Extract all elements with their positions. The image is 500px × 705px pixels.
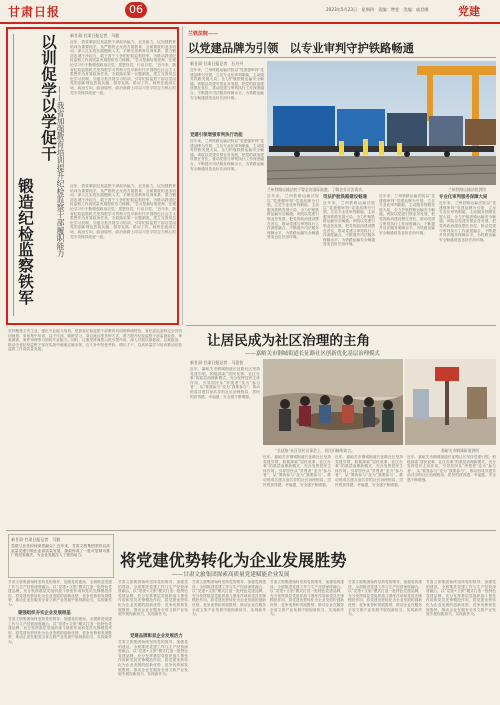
bottom-body-col5: 甘肃文旅集团始终坚持党的领导、加强党的建设，全面推进党建工作与生产经营深度融合，以“党建+文旅”模式打造一批特色党建品牌，充分发挥基层党组织战斗堡垒作用和党员先锋模范作用，将党建优势转化为企业发展的创新优势、竞争优势和发展胜势，推动企业在服务全省文旅产业发展中展现新担当、实现新作为。 [348,580,422,617]
top-inner-head-2: 司法护航铁路建设畅通 [323,195,367,200]
column-divider [182,26,183,325]
section-label: 党建 [458,5,480,18]
train-photo-illustration [267,61,496,185]
community-photo-illustration [263,359,403,445]
bottom-body-col2-b: 甘肃文旅集团始终坚持党的领导、加强党的建设，全面推进党建工作与生产经营深度融合，以“党建+文旅”模式打造一批特色党建品牌，充分发挥基层党组织战斗堡垒作用和党员先锋模范作用，将党建优势转化为企业发展的创新优势、竞争优势和发展胜势，推动企业在服务全省文旅产业发展中展现新担当、实现新作为。 [118,640,188,677]
middle-body-col2: 近年，嘉峪关市钢城街道长征路社区坚持党建引领，积极探索“居民说事、社区办事”的基层治理新模式，充分发挥居民主体作用，引导居民从“旁观者”变为“参与者”，从“要我参与”变为“我要参与”，推动形成共建共治共享的社区治理格局，居民的获得感、幸福感、安全感不断增强。 [263,455,331,487]
left-title-part2: 锻造纪检监察铁军 [16,178,35,306]
bottom-inner-head-2: 党建品牌彰显企业发展活力 [130,634,183,639]
bottom-byline: 新甘肃·甘肃日报记者 马毅 [11,537,61,542]
left-byline: 新甘肃·甘肃日报记者 马毅 [70,33,120,38]
left-body-continued: 近年，我省紧扣纪检监察干部政治能力、业务能力，以加强教育培训为重要抓手，从严格的正反两方面教育、全面系统的业务培训、深入扎实的实践锻炼入手，不断完善教育培训体系，着力锻造忠诚干净担当、敢于善于斗争的纪检监察铁军，为推动我省纪检监察工作高质量发展提供有力保障。“学习是最好的老师，在理论学习中不断增强政治自觉、思想自觉、行动自觉。”近年来，我省纪检监察机关坚持把学习贯彻习近平新时代中国特色社会主义思想作为首要政治任务，全面落实第一议题制度，建立完善常态化学习机制，分级分类开展学习培训，引导纪检监察干部自觉用党的创新理论武装头脑、指导实践、推动工作，始终在政治立场、政治方向、政治原则、政治道路上同以习近平同志为核心的党中央保持高度一致。 [70,184,176,239]
bottom-body-col2-a: 甘肃文旅集团始终坚持党的领导、加强党的建设，全面推进党建工作与生产经营深度融合，以“党建+文旅”模式打造一批特色党建品牌，充分发挥基层党组织战斗堡垒作用和党员先锋模范作用，将党建优势转化为企业发展的创新优势、竞争优势和发展胜势，推动企业在服务全省文旅产业发展中展现新担当、实现新作为。 [118,580,188,617]
top-title-rule [186,57,496,58]
title-rule [13,34,14,316]
train-photo-caption: 兰州铁路运输法院干警走访国际陆港，了解企业司法需求。 [267,187,366,192]
community-photo-caption: “长征路”社区居民议事会上，居民们畅所欲言。 [275,448,355,453]
page-number-badge: 06 [125,2,147,18]
middle-body-col4: 近年，嘉峪关市钢城街道长征路社区坚持党建引领，积极探索“居民说事、社区办事”的基层治理新模式，充分发挥居民主体作用，引导居民从“旁观者”变为“参与者”，从“要我参与”变为“我要参与”，推动形成共建共治共享的社区治理格局，居民的获得感、幸福感、安全感不断增强。 [407,455,496,482]
bottom-inner-head-1: 建强组织夯实企业发展根基 [18,611,71,616]
middle-top-rule [186,325,496,326]
lamp-photo-illustration [405,359,496,445]
lamp-photo [405,359,496,445]
bottom-body-col6: 甘肃文旅集团始终坚持党的领导、加强党的建设，全面推进党建工作与生产经营深度融合，以“党建+文旅”模式打造一批特色党建品牌，充分发挥基层党组织战斗堡垒作用和党员先锋模范作用，将党建优势转化为企业发展的创新优势、竞争优势和发展胜势，推动企业在服务全省文旅产业发展中展现新担当、实现新作为。 [426,580,496,617]
left-title-part1: 以训促学以学促干 [39,34,58,162]
bottom-lead: 党建与业务如何深度融合？近年来，甘肃文旅集团坚持以高质量党建引领企业高质量发展，探索形成了一批可复制可推广的经验做法，为企业发展注入了强劲动力。 [11,544,110,558]
left-body-bottom: 坚持聚焦主责主业，强化专业能力培训，是我省纪检监察干部教育培训的鲜明特色。省纪委监委制定全员培训规划，采取集中培训、以干代训、跟班学习、岗位练兵等多种方式，着力提升纪检监察干部监督检查、审查调查、案件审理等方面的专业能力。同时，注重发挥典型示范引领作用，深入开展以案促改、以案促治，推动全省纪检监察干部在实战中练就过硬本领，在斗争中经受考验、增长才干，以高质量学习培训推动纪检监察工作高质量发展。 [8,329,182,352]
top-kicker: 兰铁法院—— [188,31,219,37]
dateline: 2023年5月23日 星期四 责编：赞雯 美编：戚君娜 [326,7,429,12]
left-subtitle: ——我省加强教育培训提升纪检监察干部履职能力 [56,86,65,258]
middle-body-col1: 近年，嘉峪关市钢城街道长征路社区坚持党建引领，积极探索“居民说事、社区办事”的基层治理新模式，充分发挥居民主体作用，引导居民从“旁观者”变为“参与者”，从“要我参与”变为“我要参与”，推动形成共建共治共享的社区治理格局，居民的获得感、幸福感、安全感不断增强。 [190,367,260,399]
top-title: 以党建品牌为引领 以专业审判守护铁路畅通 [188,41,414,55]
middle-subtitle: ——嘉峪关市钢城街道长征路社区创新优化基层治理模式 [245,351,380,357]
bottom-top-rule [6,530,496,531]
top-body-col5: 近年来，兰州铁路运输法院以“党建强审判”党建品牌为引领，立足专业化审判职能，主动服务铁路发展大局，全力护航铁路运输安全畅通。该院以党建引领业务发展，把党的政治建设摆在首位，推动党建与审判执行工作深度融合，不断提升司法服务保障水平，为铁路运输安全畅通营造良好法治环境。 [439,201,496,242]
top-body-col1-b: 近年来，兰州铁路运输法院以“党建强审判”党建品牌为引领，立足专业化审判职能，主动服务铁路发展大局，全力护航铁路运输安全畅通。该院以党建引领业务发展，把党的政治建设摆在首位，推动党建与审判执行工作深度融合，不断提升司法服务保障水平，为铁路运输安全畅通营造良好法治环境。 [190,139,264,171]
top-inner-head-3: 专业化审判服务保障大局 [439,195,488,200]
train-photo [267,61,496,185]
top-body-col2: 近年来，兰州铁路运输法院以“党建强审判”党建品牌为引领，立足专业化审判职能，主动服务铁路发展大局，全力护航铁路运输安全畅通。该院以党建引领业务发展，把党的政治建设摆在首位，推动党建与审判执行工作深度融合，不断提升司法服务保障水平，为铁路运输安全畅通营造良好法治环境。 [267,194,319,240]
top-inner-head-1: 党建引领增强审判执行动能 [190,133,243,138]
community-photo [263,359,403,445]
bottom-body-col3: 甘肃文旅集团始终坚持党的领导、加强党的建设，全面推进党建工作与生产经营深度融合，以“党建+文旅”模式打造一批特色党建品牌，充分发挥基层党组织战斗堡垒作用和党员先锋模范作用，将党建优势转化为企业发展的创新优势、竞争优势和发展胜势，推动企业在服务全省文旅产业发展中展现新担当、实现新作为。 [192,580,266,617]
top-body-col1-a: 近年来，兰州铁路运输法院以“党建强审判”党建品牌为引领，立足专业化审判职能，主动服务铁路发展大局，全力护航铁路运输安全畅通。该院以党建引领业务发展，把党的政治建设摆在首位，推动党建与审判执行工作深度融合，不断提升司法服务保障水平，为铁路运输安全畅通营造良好法治环境。 [190,68,264,100]
bottom-title: 将党建优势转化为企业发展胜势 [120,551,347,570]
bottom-subtitle: ——甘肃文旅集团探索高质量党建赋能企业发展 [172,572,290,578]
bottom-body-col1-a: 甘肃文旅集团始终坚持党的领导、加强党的建设，全面推进党建工作与生产经营深度融合，以“党建+文旅”模式打造一批特色党建品牌，充分发挥基层党组织战斗堡垒作用和党员先锋模范作用，将党建优势转化为企业发展的创新优势、竞争优势和发展胜势，推动企业在服务全省文旅产业发展中展现新担当、实现新作为。 [8,580,112,606]
left-body-top: 近年，我省紧扣纪检监察干部政治能力、业务能力，以加强教育培训为重要抓手，从严格的正反两方面教育、全面系统的业务培训、深入扎实的实践锻炼入手，不断完善教育培训体系，着力锻造忠诚干净担当、敢于善于斗争的纪检监察铁军，为推动我省纪检监察工作高质量发展提供有力保障。“学习是最好的老师，在理论学习中不断增强政治自觉、思想自觉、行动自觉。”近年来，我省纪检监察机关坚持把学习贯彻习近平新时代中国特色社会主义思想作为首要政治任务，全面落实第一议题制度，建立完善常态化学习机制，分级分类开展学习培训，引导纪检监察干部自觉用党的创新理论武装头脑、指导实践、推动工作，始终在政治立场、政治方向、政治原则、政治道路上同以习近平同志为核心的党中央保持高度一致。 [70,40,176,95]
masthead: 甘肃日报 [8,5,61,19]
middle-title: 让居民成为社区治理的主角 [207,333,371,349]
train-photo-credit: 兰州铁路运输法院供图 [448,187,486,192]
bottom-body-col4: 甘肃文旅集团始终坚持党的领导、加强党的建设，全面推进党建工作与生产经营深度融合，以“党建+文旅”模式打造一批特色党建品牌，充分发挥基层党组织战斗堡垒作用和党员先锋模范作用，将党建优势转化为企业发展的创新优势、竞争优势和发展胜势，推动企业在服务全省文旅产业发展中展现新担当、实现新作为。 [270,580,344,617]
top-body-col4: 近年来，兰州铁路运输法院以“党建强审判”党建品牌为引领，立足专业化审判职能，主动服务铁路发展大局，全力护航铁路运输安全畅通。该院以党建引领业务发展，把党的政治建设摆在首位，推动党建与审判执行工作深度融合，不断提升司法服务保障水平，为铁路运输安全畅通营造良好法治环境。 [379,194,435,235]
community-photo-credit: 嘉峪关市钢城街道供图 [441,448,479,453]
middle-byline: 新甘肃·甘肃日报记者 马思怡 [190,360,244,365]
page-header [0,0,500,24]
middle-body-col3: 近年，嘉峪关市钢城街道长征路社区坚持党建引领，积极探索“居民说事、社区办事”的基层治理新模式，充分发挥居民主体作用，引导居民从“旁观者”变为“参与者”，从“要我参与”变为“我要参与”，推动形成共建共治共享的社区治理格局，居民的获得感、幸福感、安全感不断增强。 [335,455,403,487]
bottom-body-col1-b: 甘肃文旅集团始终坚持党的领导、加强党的建设，全面推进党建工作与生产经营深度融合，以“党建+文旅”模式打造一批特色党建品牌，充分发挥基层党组织战斗堡垒作用和党员先锋模范作用，将党建优势转化为企业发展的创新优势、竞争优势和发展胜势，推动企业在服务全省文旅产业发展中展现新担当、实现新作为。 [8,617,112,644]
top-byline: 新甘肃·甘肃日报记者 石丹丹 [190,61,244,66]
top-body-col3: 近年来，兰州铁路运输法院以“党建强审判”党建品牌为引领，立足专业化审判职能，主动服务铁路发展大局，全力护航铁路运输安全畅通。该院以党建引领业务发展，把党的政治建设摆在首位，推动党建与审判执行工作深度融合，不断提升司法服务保障水平，为铁路运输安全畅通营造良好法治环境。 [323,201,375,247]
